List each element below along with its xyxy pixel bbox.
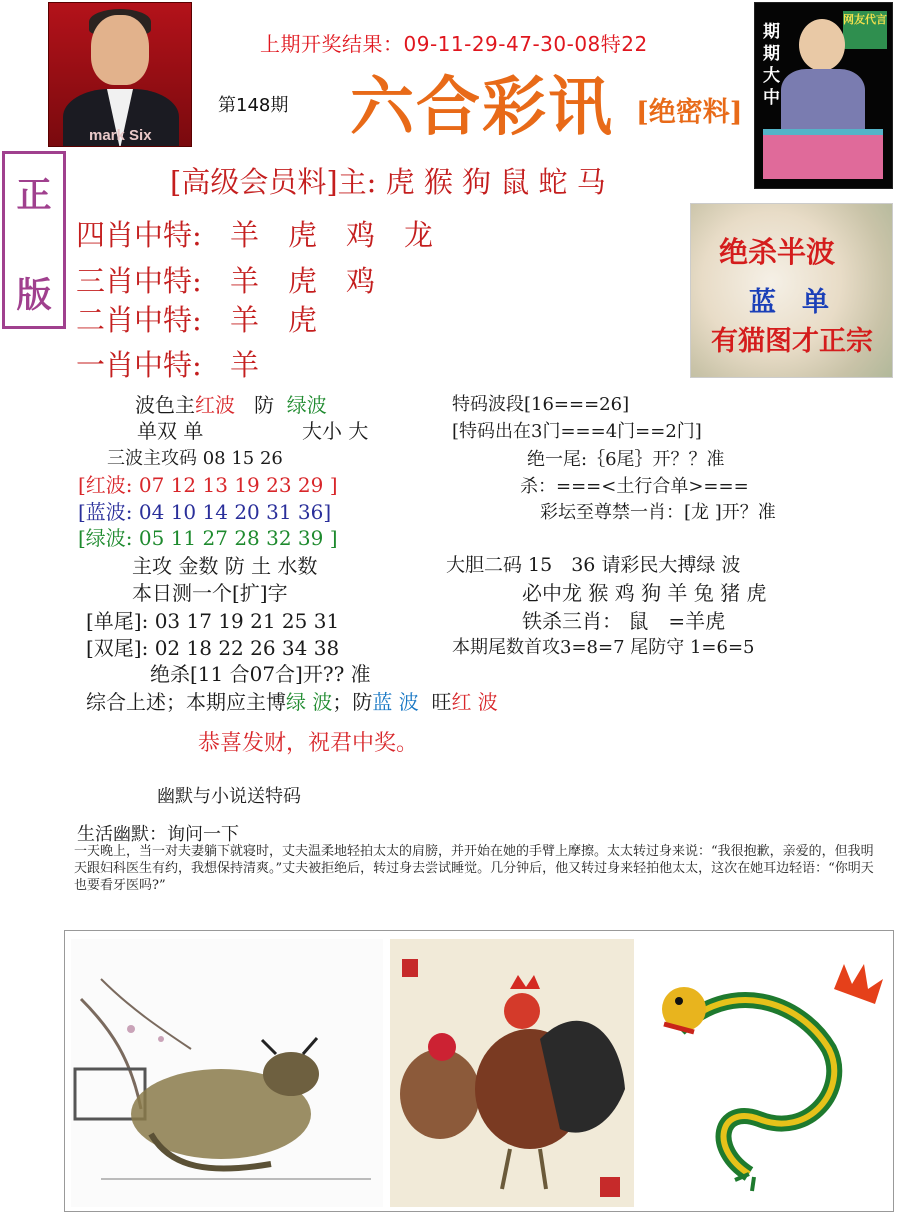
cartoon-mascot-photo — [754, 2, 893, 189]
pick-value: 羊 虎 鸡 — [230, 264, 376, 298]
issue-number: 第148期 — [218, 95, 289, 116]
kill-line: 绝杀[11 合07合]开?? 准 — [150, 662, 371, 686]
stamp-char: 正 — [16, 175, 52, 216]
title-tag: [绝密料] — [636, 97, 743, 128]
odd-even-line: 单双 单 — [137, 419, 204, 443]
big-small-line: 大小 大 — [302, 419, 369, 443]
mascot-tag: 网友代言 — [843, 11, 887, 49]
forum-forbid: 彩坛至尊禁一肖：[龙 ]开？准 — [540, 502, 776, 523]
pick-value: 羊 — [230, 348, 260, 382]
genuine-edition-stamp — [2, 151, 66, 329]
stamp-char: 版 — [16, 275, 52, 316]
even-tail-line: [双尾]: 02 18 22 26 34 38 — [86, 636, 340, 660]
wave-main-value: 红波 — [195, 393, 235, 417]
summary-guard-wave: 蓝 波 — [372, 690, 419, 714]
humor-title: 生活幽默：询问一下 — [77, 824, 239, 845]
rooster-painting — [390, 939, 634, 1207]
three-wave-attack: 三波主攻码 08 15 26 — [107, 448, 283, 469]
humor-heading: 幽默与小说送特码 — [157, 786, 301, 807]
wave-guard-value: 绿波 — [286, 393, 327, 417]
tail-attack: 本期尾数首攻3=8=7 尾防守 1=6=5 — [452, 637, 755, 658]
element-line: 主攻 金数 防 土 水数 — [132, 554, 318, 578]
humor-story: 一天晚上，当一对夫妻躺下就寝时，丈夫温柔地轻拍太太的肩膀，并开始在她的手臂上摩擦。太太转过身来说：“我很抱歉，亲爱的，但我明天跟妇科医生有约，我想保持清爽。”丈夫被拒绝后，转过身去尝试睡觉。几分钟后，他又转过身来轻拍他太太，这次在她耳边轻语：“你明天也要看牙医吗?” — [74, 844, 874, 893]
special-door: [特码出在3门===4门==2门] — [452, 421, 702, 442]
dragon-illustration — [639, 939, 889, 1207]
kill-tail: 绝一尾:｛6尾｝开？？准 — [527, 449, 725, 470]
mascot-caption: 期期大中 — [763, 22, 780, 108]
iron-kill: 铁杀三肖： 鼠 =羊虎 — [522, 609, 726, 633]
must-zodiac: 必中龙 猴 鸡 狗 羊 兔 猪 虎 — [522, 581, 767, 605]
zodiac-gallery — [64, 930, 894, 1212]
previous-draw-result: 上期开奖结果：09-11-29-47-30-08特22 — [260, 32, 648, 56]
ox-painting — [71, 939, 383, 1207]
cat-photo-banner — [690, 203, 893, 378]
pick-label: 三肖中特: — [76, 264, 202, 298]
cat-banner-line: 绝杀半波 — [719, 235, 836, 269]
blessing-line: 恭喜发财，祝君中奖。 — [198, 731, 419, 756]
member-zodiac-line: [高级会员料]主: 虎 猴 狗 鼠 蛇 马 — [170, 165, 606, 199]
summary-main-wave: 绿 波 — [286, 690, 333, 714]
pick-label: 二肖中特: — [76, 303, 202, 337]
cat-banner-line: 蓝单 — [749, 287, 855, 318]
kill-element: 杀：===<土行合单>=== — [520, 476, 749, 497]
pick-label: 一肖中特: — [76, 348, 202, 382]
summary-wang-wave: 红 波 — [451, 690, 498, 714]
red-wave-numbers: [红波: 07 12 13 19 23 29 ] — [78, 473, 338, 497]
summary-line: 综合上述；本期应主博绿 波；防蓝 波 旺红 波 — [86, 690, 498, 714]
pick-label: 四肖中特: — [76, 218, 202, 252]
host-portrait-photo — [48, 2, 192, 147]
pick-value: 羊 虎 — [230, 303, 318, 337]
page-title: 六合彩讯 — [350, 70, 614, 145]
daily-char-line: 本日测一个[扩]字 — [132, 581, 288, 605]
green-wave-numbers: [绿波: 05 11 27 28 32 39 ] — [78, 526, 338, 550]
blue-wave-numbers: [蓝波: 04 10 14 20 31 36] — [78, 500, 332, 524]
pick-value: 羊 虎 鸡 龙 — [230, 218, 434, 252]
mark-six-logo: mark Six — [89, 127, 152, 144]
bold-two-codes: 大胆二码 15 36 请彩民大搏绿 波 — [446, 554, 741, 576]
special-range: 特码波段[16===26] — [452, 394, 630, 415]
odd-tail-line: [单尾]: 03 17 19 21 25 31 — [86, 609, 340, 633]
cat-banner-line: 有猫图才正宗 — [711, 326, 873, 357]
wave-main-line: 波色主红波 防 绿波 — [135, 393, 327, 417]
